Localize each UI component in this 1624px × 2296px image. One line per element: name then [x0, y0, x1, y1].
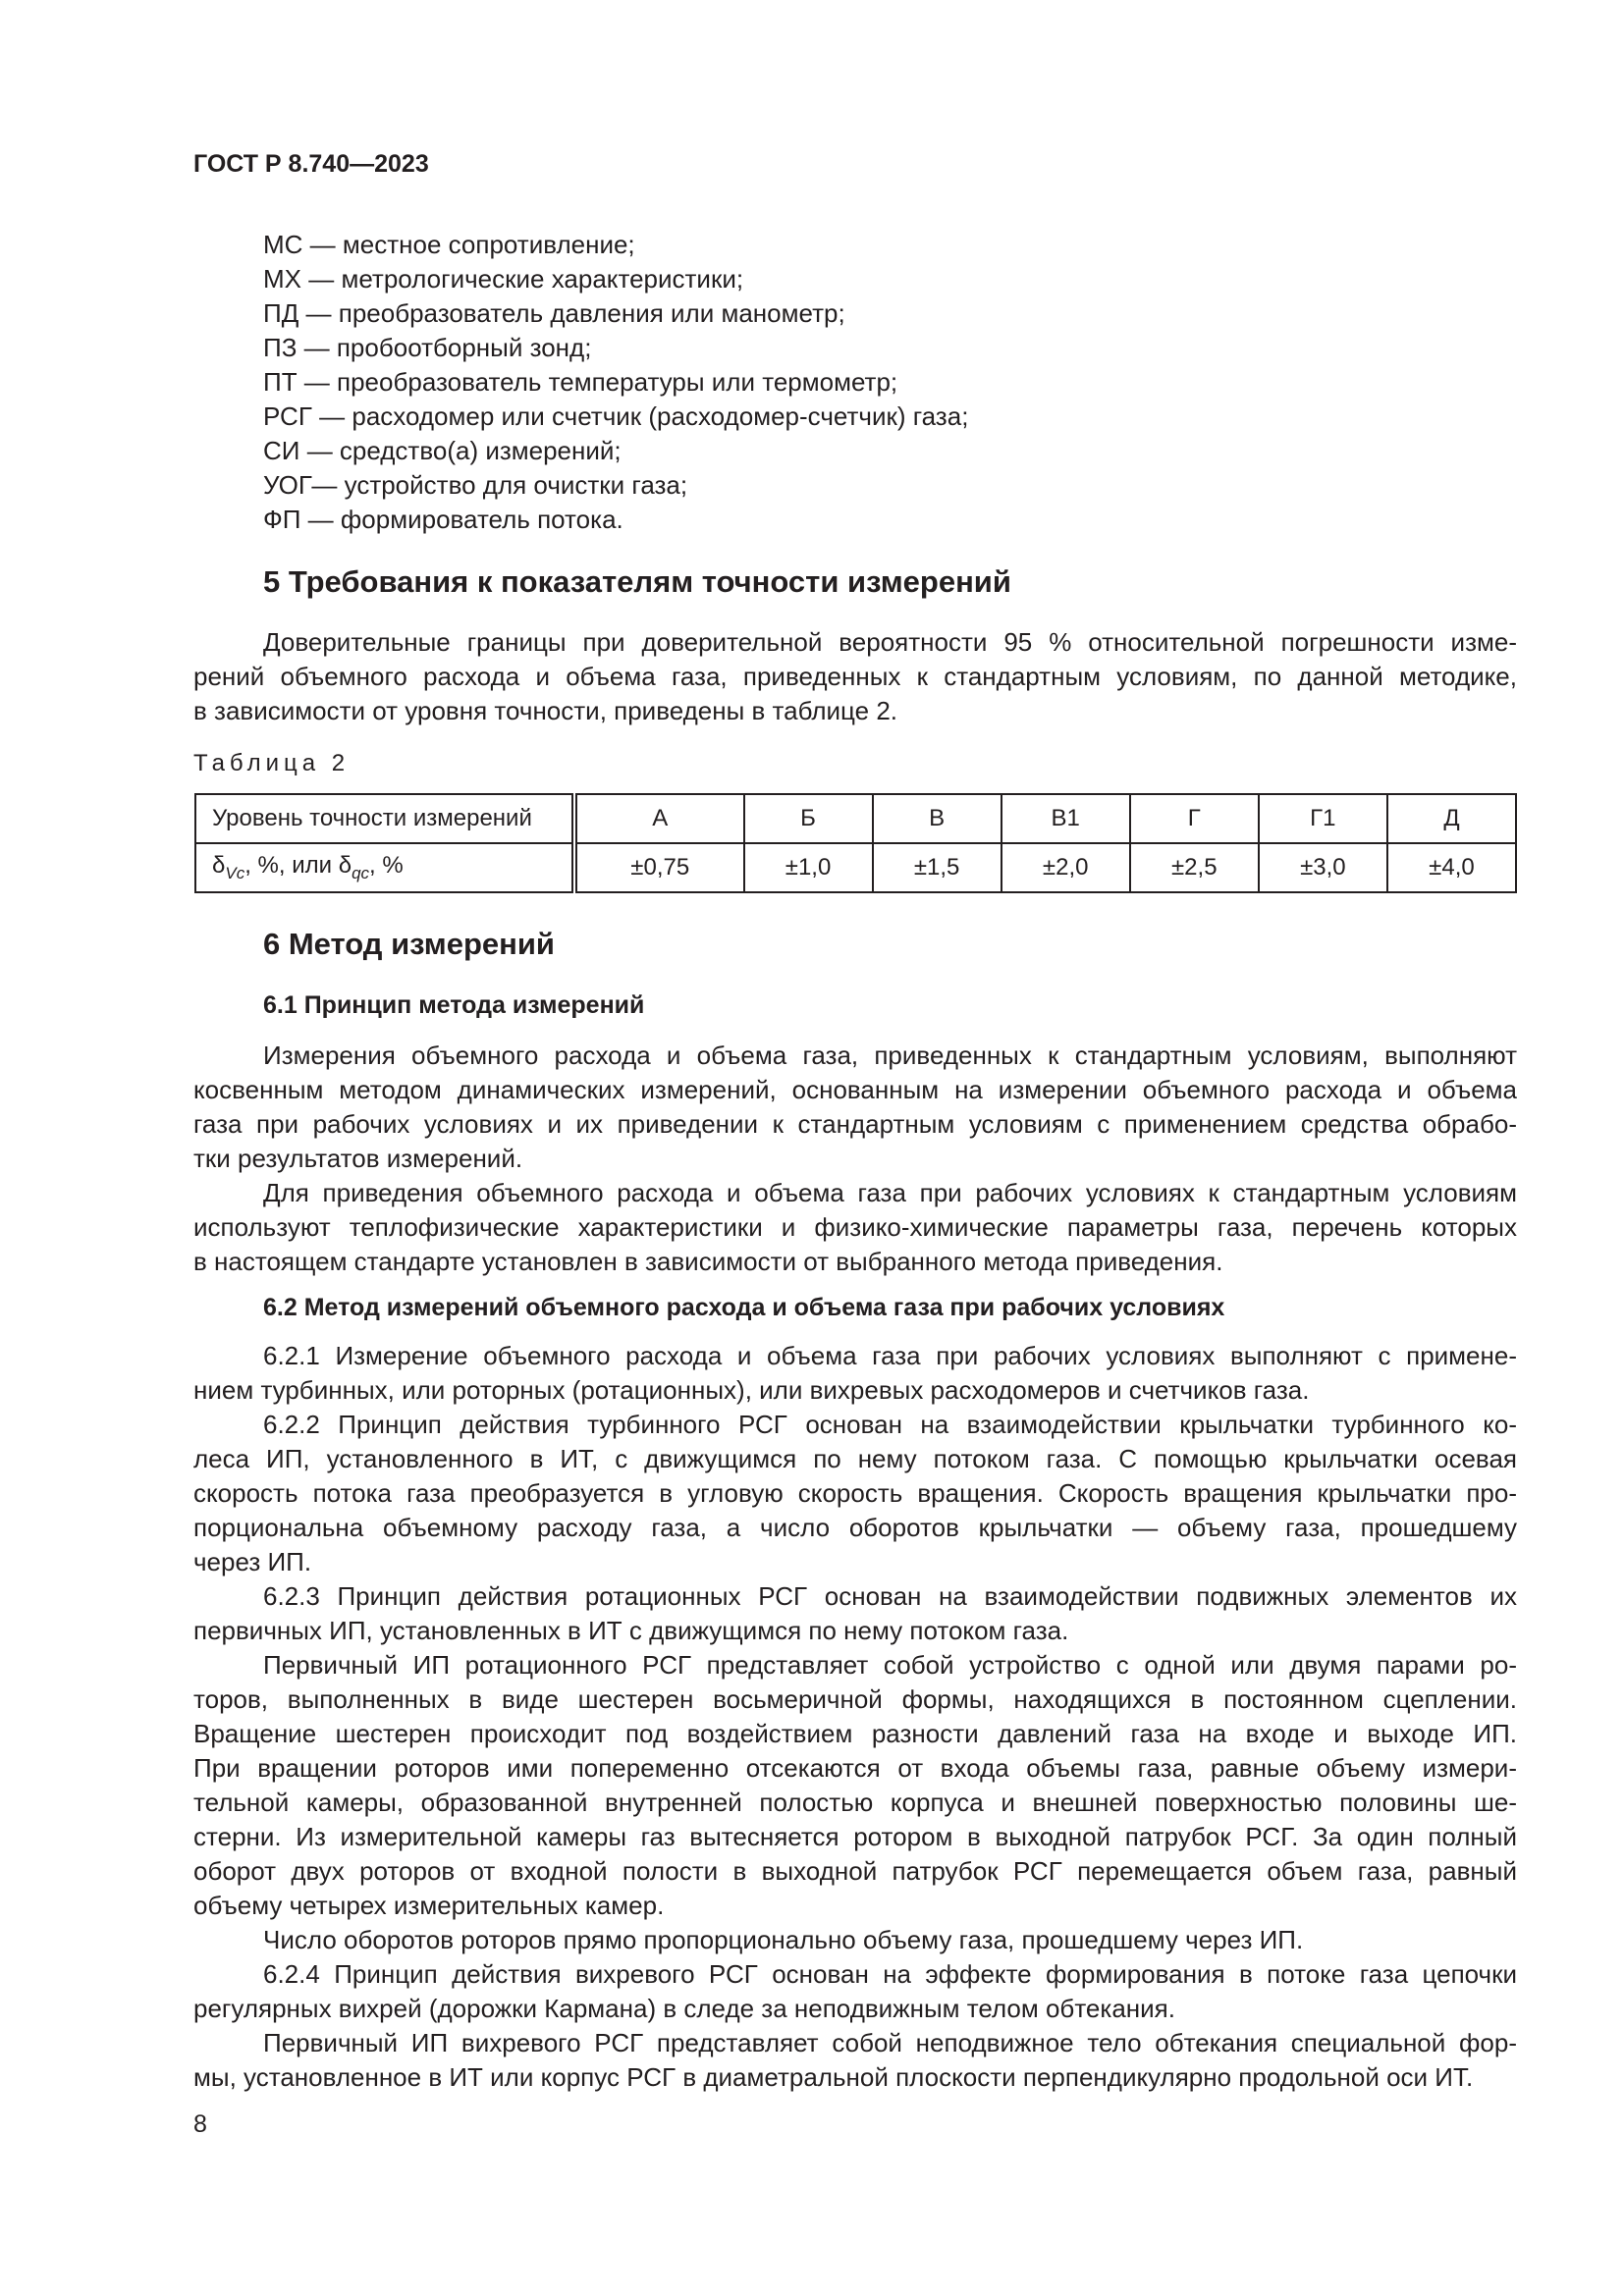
text-line: рений объемного расхода и объема газа, приведенных к стандартным условиям, по данной методике,	[193, 662, 1517, 691]
text-line: Первичный ИП вихревого РСГ представляет собой неподвижное тело обтекания специальной фор-	[263, 2028, 1517, 2057]
text-line: мы, установленное в ИТ или корпус РСГ в диаметральной плоскости перпендикулярно продольной оси ИТ.	[193, 2062, 1474, 2092]
table-cell: Г1	[1259, 794, 1387, 843]
text-line: косвенным методом динамических измерений, основанным на измерении объемного расхода и объема	[193, 1075, 1517, 1104]
table-cell	[195, 843, 574, 892]
text-line: стерни. Из измерительной камеры газ вытесняется ротором в выходной патрубок РСГ. За один полный	[193, 1822, 1517, 1851]
abbreviation-item: УОГ— устройство для очистки газа;	[263, 470, 688, 500]
section-5-heading: 5 Требования к показателям точности измерений	[263, 564, 1011, 599]
table-cell: В1	[1001, 794, 1130, 843]
abbreviation-item: ПТ — преобразователь температуры или термометр;	[263, 367, 898, 397]
label-text: , %	[369, 852, 404, 880]
text-line: Для приведения объемного расхода и объема газа при рабочих условиях к стандартным условиям	[263, 1178, 1517, 1207]
table-cell: В	[873, 794, 1001, 843]
text-line: 6.2.1 Измерение объемного расхода и объема газа при рабочих условиях выполняют с примене-	[263, 1341, 1517, 1370]
abbreviation-item: МС — местное сопротивление;	[263, 230, 635, 259]
table-value-row	[195, 843, 1516, 892]
text-line: нием турбинных, или роторных (ротационных), или вихревых расходомеров и счетчиков газа.	[193, 1375, 1310, 1405]
text-line: Доверительные границы при доверительной вероятности 95 % относительной погрешности изме-	[263, 627, 1517, 657]
text-line: порциональна объемному расходу газа, а число оборотов крыльчатки — объему газа, прошедшему	[193, 1513, 1517, 1542]
text-line: скорость потока газа преобразуется в угловую скорость вращения. Скорость вращения крыльчатки про-	[193, 1478, 1517, 1508]
text-line: Измерения объемного расхода и объема газа, приведенных к стандартным условиям, выполняют	[263, 1041, 1517, 1070]
text-line: Вращение шестерен происходит под воздействием разности давлений газа на входе и выходе ИП.	[193, 1719, 1517, 1748]
text-line: торов, выполненных в виде шестерен восьмеричной формы, находящихся в постоянном сцеплении.	[193, 1684, 1517, 1714]
text-line: регулярных вихрей (дорожки Кармана) в следе за неподвижным телом обтекания.	[193, 1994, 1175, 2023]
table-header-row	[195, 794, 1516, 843]
text-line: объему четырех измерительных камер.	[193, 1891, 665, 1920]
section-6-1-paragraph	[193, 1039, 1517, 1279]
table-cell: ±2,5	[1130, 843, 1259, 892]
table-cell: ±3,0	[1259, 843, 1387, 892]
table-cell: ±4,0	[1387, 843, 1516, 892]
text-line: в зависимости от уровня точности, приведены в таблице 2.	[193, 696, 898, 725]
text-line: первичных ИП, установленных в ИТ с движущимся по нему потоком газа.	[193, 1616, 1069, 1645]
section-6-heading: 6 Метод измерений	[263, 927, 555, 961]
delta-symbol: δ	[212, 852, 226, 880]
text-line: При вращении роторов ими попеременно отсекаются от входа объемы газа, равные объему измери-	[193, 1753, 1517, 1783]
text-line: тки результатов измерений.	[193, 1144, 523, 1173]
abbreviation-item: РСГ — расходомер или счетчик (расходомер-счетчик) газа;	[263, 401, 969, 431]
table-cell: Г	[1130, 794, 1259, 843]
label-text: , %, или	[244, 852, 339, 880]
subsection-6-2-heading: 6.2 Метод измерений объемного расхода и объема газа при рабочих условиях	[263, 1294, 1225, 1321]
text-line: 6.2.4 Принцип действия вихревого РСГ основан на эффекте формирования в потоке газа цепочки	[263, 1959, 1517, 1989]
table-cell: Б	[744, 794, 873, 843]
page-number: 8	[193, 2110, 207, 2138]
section-5-paragraph	[193, 625, 1517, 728]
abbreviation-item: ПЗ — пробоотборный зонд;	[263, 333, 592, 362]
abbreviation-item: ПД — преобразователь давления или манометр;	[263, 298, 845, 328]
section-6-2-body	[193, 1339, 1517, 2095]
abbreviation-list	[263, 228, 968, 537]
text-line: 6.2.2 Принцип действия турбинного РСГ основан на взаимодействии крыльчатки турбинного ко-	[263, 1410, 1517, 1439]
text-line: в настоящем стандарте установлен в зависимости от выбранного метода приведения.	[193, 1247, 1223, 1276]
text-line: через ИП.	[193, 1547, 312, 1576]
text-line: леса ИП, установленного в ИТ, с движущимся по нему потоком газа. С помощью крыльчатки осевая	[193, 1444, 1517, 1473]
table-cell: ±1,5	[873, 843, 1001, 892]
table-cell: Д	[1387, 794, 1516, 843]
table-cell: ±2,0	[1001, 843, 1130, 892]
abbreviation-item: МХ — метрологические характеристики;	[263, 264, 744, 294]
delta-symbol: δ	[338, 852, 352, 880]
table-cell: Уровень точности измерений	[195, 794, 574, 843]
subscript: Vc	[225, 863, 245, 882]
text-line: Число оборотов роторов прямо пропорционально объему газа, прошедшему через ИП.	[263, 1925, 1304, 1954]
table-cell: А	[574, 794, 744, 843]
subsection-6-1-heading: 6.1 Принцип метода измерений	[263, 991, 645, 1019]
text-line: тельной камеры, образованной внутренней полостью корпуса и внешней поверхностью половины ше-	[193, 1788, 1517, 1817]
table-cell: ±0,75	[574, 843, 744, 892]
subscript: qc	[352, 863, 370, 882]
text-line: Первичный ИП ротационного РСГ представляет собой устройство с одной или двумя парами ро-	[263, 1650, 1517, 1680]
text-line: 6.2.3 Принцип действия ротационных РСГ основан на взаимодействии подвижных элементов их	[263, 1581, 1517, 1611]
text-line: газа при рабочих условиях и их приведении к стандартным условиям с применением средства обрабо-	[193, 1109, 1517, 1139]
text-line: оборот двух роторов от входной полости в выходной патрубок РСГ перемещается объем газа, равный	[193, 1856, 1517, 1886]
table-caption: Таблица 2	[193, 750, 351, 776]
abbreviation-item: СИ — средство(а) измерений;	[263, 436, 622, 465]
document-code: ГОСТ Р 8.740—2023	[193, 150, 429, 178]
text-line: используют теплофизические характеристики и физико-химические параметры газа, перечень которых	[193, 1212, 1517, 1242]
table-cell: ±1,0	[744, 843, 873, 892]
accuracy-table	[194, 793, 1517, 893]
abbreviation-item: ФП — формирователь потока.	[263, 505, 623, 534]
